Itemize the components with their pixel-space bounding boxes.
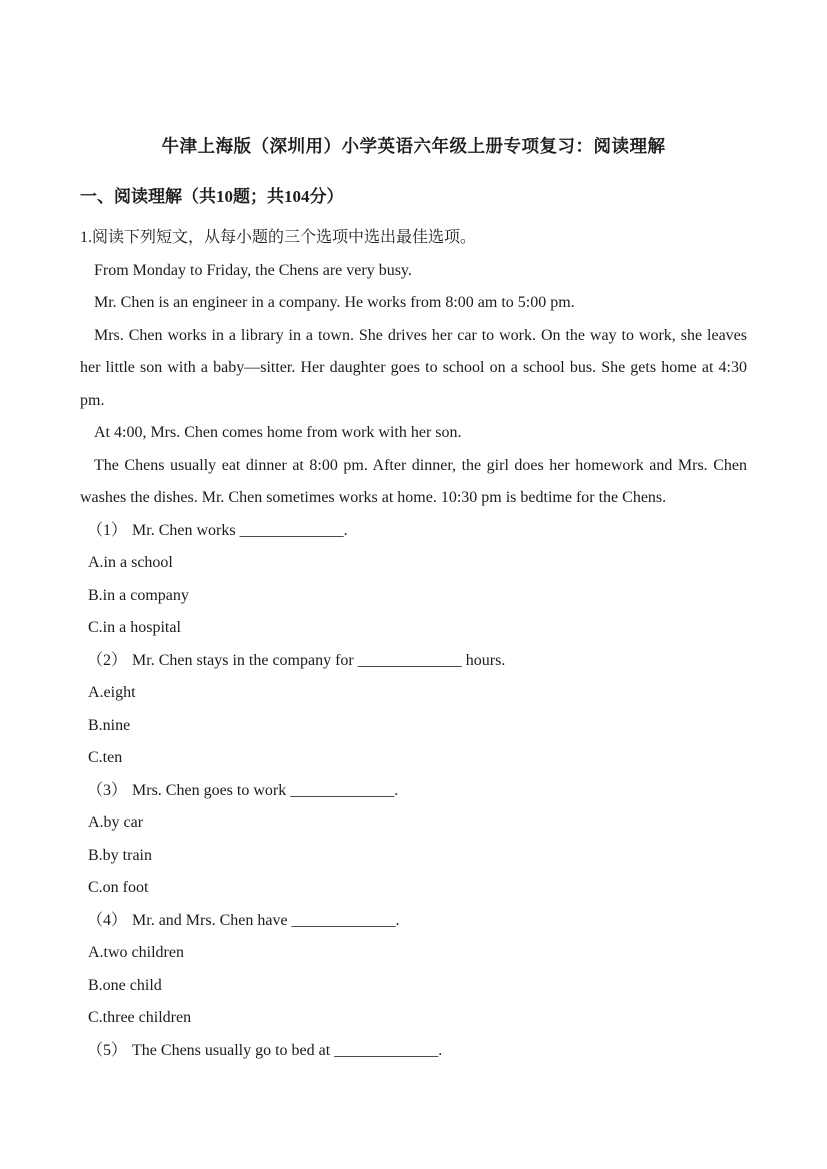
question-2 [80, 645, 747, 775]
exercise-instructions: 1.阅读下列短文，从每小题的三个选项中选出最佳选项。 [80, 229, 477, 246]
question-2-text [80, 645, 747, 678]
question-3 [80, 775, 747, 905]
question-4-text [80, 905, 747, 938]
question-4 [80, 905, 747, 1035]
question-5-body: The Chens usually go to bed at _____________. [132, 1041, 443, 1059]
question-1-body: Mr. Chen works _____________. [132, 521, 348, 539]
question-2-option-a: A.eight [88, 684, 136, 701]
document-title: 牛津上海版（深圳用）小学英语六年级上册专项复习：阅读理解 [161, 136, 666, 156]
question-2-option-c: C.ten [88, 749, 123, 766]
question-4-body: Mr. and Mrs. Chen have _____________. [132, 911, 400, 929]
question-1-text [80, 515, 747, 548]
passage-paragraph-3: Mrs. Chen works in a library in a town. She drives her car to work. On the way to work, she leaves her little son with a baby—sitter. Her daughter goes to school on a school bus. She gets home at 4:30 pm. [80, 326, 747, 409]
question-1-option-c: C.in a hospital [88, 619, 181, 636]
question-4-option-c: C.three children [88, 1009, 192, 1026]
question-1-option-a: A.in a school [88, 554, 173, 571]
passage-paragraph-2: Mr. Chen is an engineer in a company. He works from 8:00 am to 5:00 pm. [94, 294, 575, 311]
question-4-option-b: B.one child [88, 976, 162, 994]
question-3-option-a: A.by car [88, 814, 144, 831]
passage-paragraph-4: At 4:00, Mrs. Chen comes home from work with her son. [94, 424, 462, 441]
passage-paragraph-1: From Monday to Friday, the Chens are very busy. [94, 261, 412, 279]
document-body [80, 222, 747, 1067]
question-3-number: （3） [87, 781, 128, 799]
passage-paragraph-5: The Chens usually eat dinner at 8:00 pm. After dinner, the girl does her homework and Mrs. Chen washes the dishes. Mr. Chen sometimes works at home. 10:30 pm is bedtime for the Chens. [80, 456, 747, 506]
question-4-option-a: A.two children [88, 944, 184, 961]
section-heading: 一、阅读理解（共10题；共104分） [80, 187, 344, 206]
question-2-number: （2） [87, 651, 128, 669]
question-3-option-b: B.by train [88, 846, 152, 864]
question-1-number: （1） [87, 521, 128, 539]
question-1-option-b: B.in a company [88, 586, 189, 604]
question-5-number: （5） [87, 1041, 128, 1059]
question-5-text [80, 1035, 747, 1068]
question-3-text [80, 775, 747, 808]
question-4-number: （4） [87, 911, 128, 929]
question-3-option-c: C.on foot [88, 879, 149, 896]
question-2-option-b: B.nine [88, 716, 131, 734]
question-3-body: Mrs. Chen goes to work _____________. [132, 781, 399, 799]
question-2-body: Mr. Chen stays in the company for _____________ hours. [132, 651, 506, 669]
question-5 [80, 1035, 747, 1068]
question-1 [80, 515, 747, 645]
